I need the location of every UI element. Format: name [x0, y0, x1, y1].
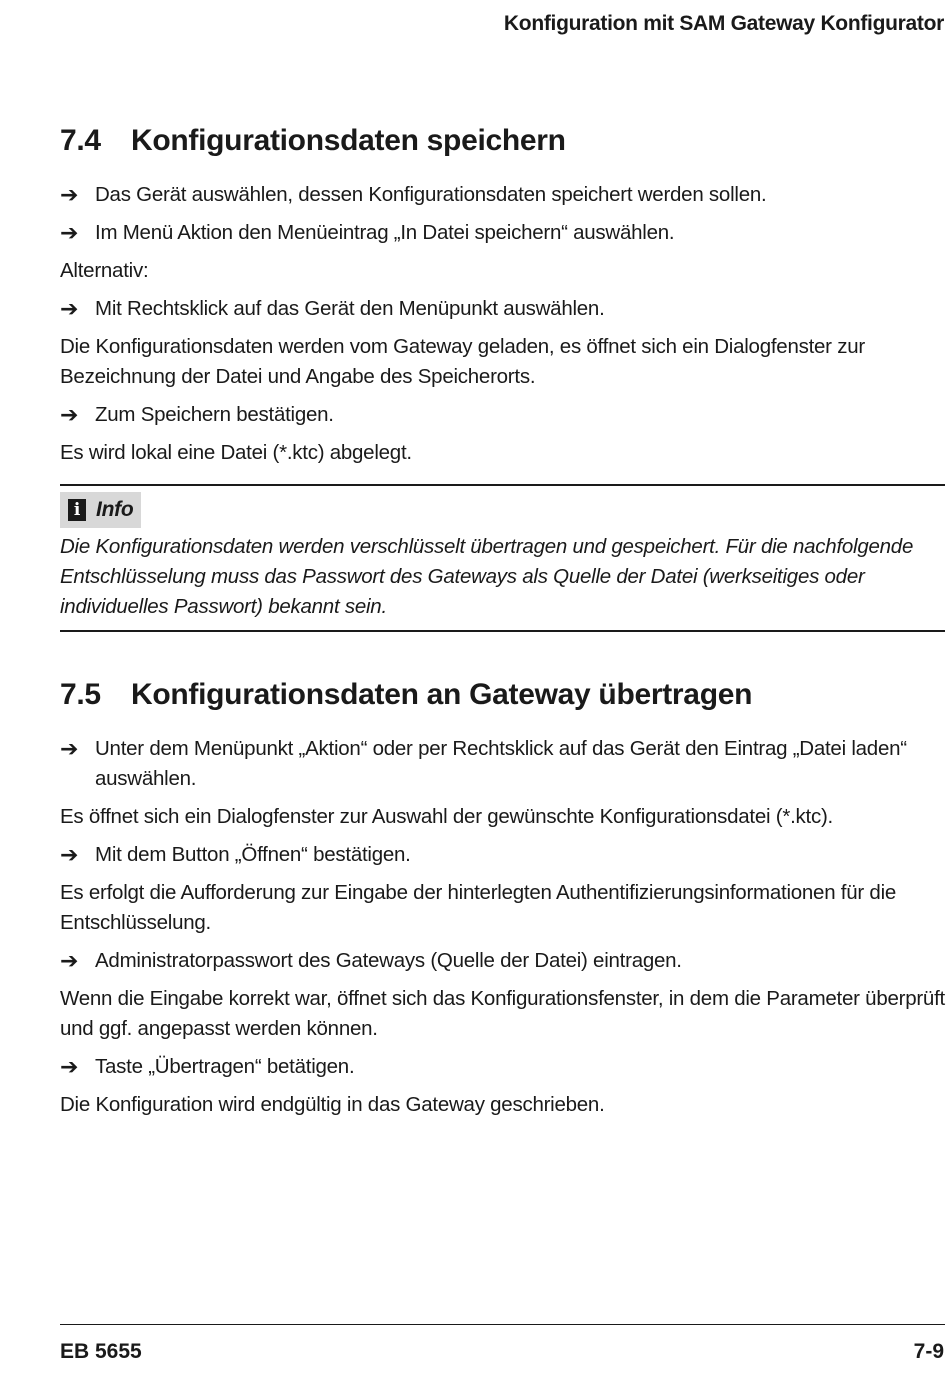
info-header: [60, 492, 141, 528]
section-number: 7.4: [60, 124, 101, 157]
info-icon: i: [68, 499, 86, 521]
instruction-step: [60, 218, 945, 248]
paragraph: Es öffnet sich ein Dialogfenster zur Auswahl der gewünschte Konfigurationsdatei (*.ktc).: [60, 805, 833, 828]
step-text: Das Gerät auswählen, dessen Konfigurationsdaten speichert werden sollen.: [95, 183, 767, 206]
arrow-icon: ➔: [60, 182, 79, 207]
section-7-4-heading: [60, 118, 945, 164]
paragraph: Die Konfiguration wird endgültig in das Gateway geschrieben.: [60, 1093, 605, 1116]
info-box: [60, 484, 945, 632]
section-number: 7.5: [60, 678, 101, 711]
info-text: Die Konfigurationsdaten werden verschlüsselt übertragen und gespeichert. Für die nachfolgende Entschlüsselung muss das Passwort des Gateways als Quelle der Datei (werkseitiges oder individuelles Passwort) bekannt sein.: [60, 535, 914, 618]
paragraph: Es wird lokal eine Datei (*.ktc) abgelegt.: [60, 441, 412, 464]
page-number: 7-9: [913, 1340, 944, 1363]
instruction-step: [60, 294, 945, 324]
instruction-step: [60, 946, 945, 976]
footer-rule: [60, 1324, 945, 1325]
info-title: Info: [96, 498, 134, 521]
instruction-step: [60, 840, 945, 870]
paragraph: Die Konfigurationsdaten werden vom Gateway geladen, es öffnet sich ein Dialogfenster zur Bezeichnung der Datei und Angabe des Speicherorts.: [60, 335, 865, 388]
instruction-step: [60, 1052, 945, 1082]
step-text: Unter dem Menüpunkt „Aktion“ oder per Rechtsklick auf das Gerät den Eintrag „Datei laden“ auswählen.: [95, 737, 907, 790]
arrow-icon: ➔: [60, 220, 79, 245]
step-text: Mit dem Button „Öffnen“ bestätigen.: [95, 843, 411, 866]
step-text: Zum Speichern bestätigen.: [95, 403, 334, 426]
arrow-icon: ➔: [60, 736, 79, 761]
section-7-5-heading: [60, 672, 945, 718]
arrow-icon: ➔: [60, 296, 79, 321]
document-number: EB 5655: [60, 1340, 142, 1363]
running-header: Konfiguration mit SAM Gateway Konfigurator: [503, 12, 944, 35]
step-text: Taste „Übertragen“ betätigen.: [95, 1055, 355, 1078]
paragraph: Wenn die Eingabe korrekt war, öffnet sich das Konfigurationsfenster, in dem die Parameter überprüft und ggf. angepasst werden können.: [60, 987, 945, 1040]
arrow-icon: ➔: [60, 842, 79, 867]
arrow-icon: ➔: [60, 402, 79, 427]
step-text: Administratorpasswort des Gateways (Quelle der Datei) eintragen.: [95, 949, 682, 972]
paragraph: Es erfolgt die Aufforderung zur Eingabe der hinterlegten Authentifizierungsinformationen für die Entschlüsselung.: [60, 881, 897, 934]
arrow-icon: ➔: [60, 948, 79, 973]
page-content: [60, 118, 945, 1128]
section-title: Konfigurationsdaten speichern: [131, 124, 566, 157]
arrow-icon: ➔: [60, 1054, 79, 1079]
section-title: Konfigurationsdaten an Gateway übertragen: [131, 678, 753, 711]
step-text: Mit Rechtsklick auf das Gerät den Menüpunkt auswählen.: [95, 297, 605, 320]
instruction-step: [60, 180, 945, 210]
paragraph: Alternativ:: [60, 259, 149, 282]
instruction-step: [60, 734, 945, 794]
instruction-step: [60, 400, 945, 430]
step-text: Im Menü Aktion den Menüeintrag „In Datei speichern“ auswählen.: [95, 221, 675, 244]
